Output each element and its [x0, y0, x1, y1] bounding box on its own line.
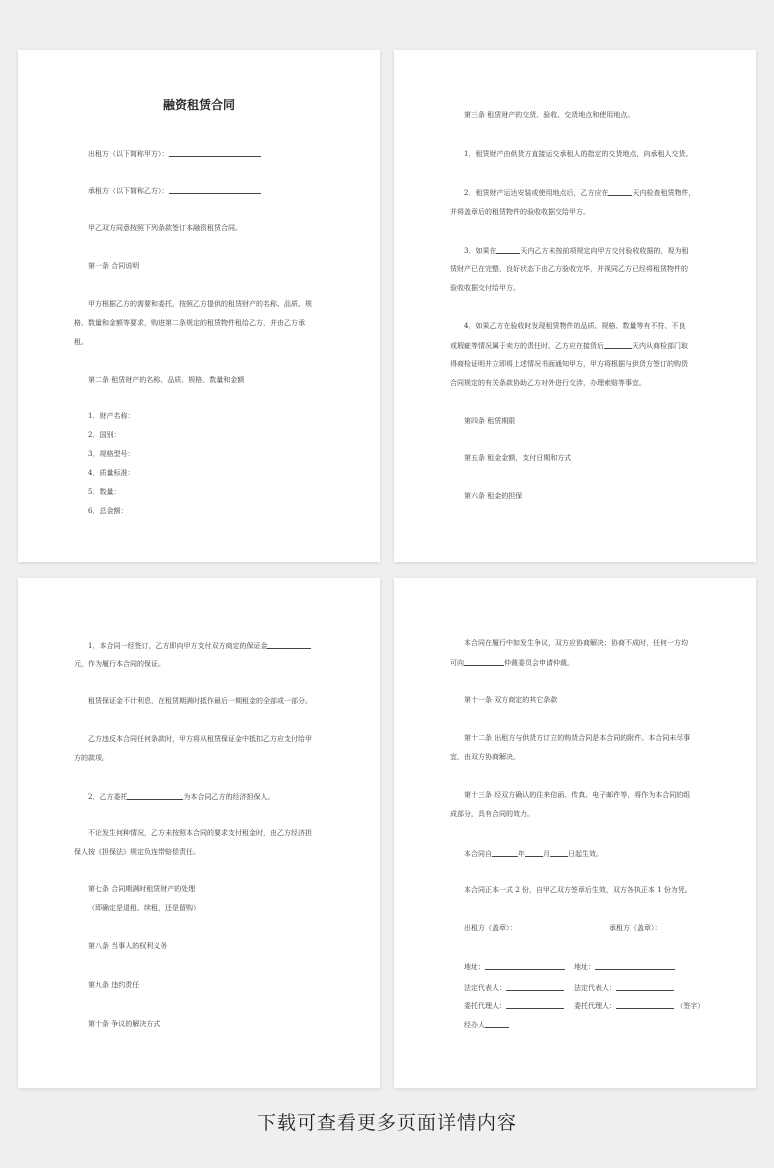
lessee-seal-label: 承租方（盖章）：: [609, 924, 662, 932]
lessee-legal-rep: 法定代表人：: [574, 982, 674, 993]
lessee-address: 地址：: [574, 961, 675, 972]
article-2-title: 第二条 租赁财产的名称、品质、规格、数量和金额: [88, 376, 245, 384]
article-3-text: 2．租赁财产运达安装或使用地点后，乙方应在 天内检查租赁物件，: [464, 189, 696, 197]
article-3-text: 3．如果在 天内乙方未按前项规定向甲方交付验收收据的，视为租: [464, 247, 689, 255]
deposit-text: 乙方违反本合同任何条款时，甲方将从租赁保证金中抵扣乙方应支付给甲: [88, 735, 312, 743]
guarantor-text: 保人按《担保法》规定负连带赔偿责任。: [74, 848, 200, 856]
article-3-text: 1．租赁财产由供货方直接运交承租人的指定的交货地点，向承租人交货。: [464, 150, 693, 158]
article-3-text: 或瑕疵等情况属于卖方的责任时，乙方应在接货后 天内从商检部门取: [450, 342, 688, 350]
article-13-text: 成部分，具有合同的效力。: [450, 810, 534, 818]
deposit-text: 租赁保证金不计利息，在租赁期满时抵作最后一期租金的全部或一部分。: [88, 697, 312, 705]
list-item: 4．质量标准：: [88, 469, 135, 477]
page-title: 融资租赁合同: [162, 98, 235, 112]
article-6-title: 第六条 租金的担保: [464, 492, 523, 500]
dispute-text: 本合同在履行中如发生争议，双方应协商解决；协商不成时，任何一方均: [464, 639, 688, 647]
article-3-title: 第三条 租赁财产的交货、验收、交货地点和使用地点。: [464, 111, 635, 119]
download-more-caption: 下载可查看更多页面详情内容: [256, 1112, 517, 1134]
article-7-note: （即确定是退租、续租，还是留购）: [88, 904, 200, 912]
lessee-line: 承租方（以下简称乙方）：: [88, 185, 261, 196]
list-item: 6．总金额：: [88, 507, 128, 515]
contract-page-1: [18, 50, 380, 562]
lessor-seal-label: 出租方（盖章）：: [464, 924, 517, 932]
contract-page-2: [394, 50, 756, 562]
guarantor-text: 不论发生何种情况，乙方未按照本合同的要求支付租金时，由乙方经济担: [88, 829, 312, 837]
lessor-address: 地址：: [464, 961, 565, 972]
deposit-text: 元，作为履行本合同的保证。: [74, 660, 165, 668]
lessor-legal-rep: 法定代表人：: [464, 982, 564, 993]
list-item: 3．规格型号：: [88, 450, 135, 458]
lessor-agent: 委托代理人：: [464, 1000, 564, 1011]
article-11-title: 第十一条 双方商定的其它条款: [464, 696, 558, 704]
article-3-text: 得商检证明并立即将上述情况书面通知甲方，甲方将根据与供货方签订的购货: [450, 360, 688, 368]
contract-page-3: [18, 578, 380, 1088]
handler-line: 经办人: [464, 1019, 509, 1030]
lessor-line: 出租方（以下简称甲方）：: [88, 148, 261, 159]
list-item: 2．国别：: [88, 431, 121, 439]
article-3-text: 4．如果乙方在验收时发现租赁物件的品质、规格、数量等有不符、不良: [464, 322, 686, 330]
article-4-title: 第四条 租赁期限: [464, 417, 516, 425]
copies-text: 本合同正本一式 2 份，自甲乙双方签章后生效，双方各执正本 1 份为凭。: [464, 886, 692, 894]
article-8-title: 第八条 当事人的权利义务: [88, 942, 168, 950]
list-item: 1．财产名称：: [88, 412, 135, 420]
lessee-agent: 委托代理人： （签字）: [574, 1002, 705, 1010]
deposit-text: 1．本合同一经签订，乙方即向甲方支付双方商定的保证金: [88, 640, 311, 651]
article-1-title: 第一条 合同说明: [88, 262, 140, 270]
article-3-text: 赁财产已在完整、良好状态下由乙方验收完毕，并视同乙方已经将租赁物件的: [450, 265, 688, 273]
dispute-text: 可向 仲裁委员会申请仲裁。: [450, 659, 574, 667]
article-7-title: 第七条 合同期满时租赁财产的处理: [88, 885, 196, 893]
article-10-title: 第十条 争议的解决方式: [88, 1020, 161, 1028]
article-9-title: 第九条 违约责任: [88, 981, 140, 989]
article-3-text: 并将盖章后的租赁物件的验收收据交给甲方。: [450, 208, 590, 216]
article-12-text: 宜，由双方协商解决。: [450, 753, 520, 761]
list-item: 5．数量：: [88, 488, 121, 496]
article-1-text: 租。: [74, 338, 88, 346]
effective-date-line: 本合同自 年 月 日起生效。: [464, 850, 603, 858]
article-1-text: 格、数量和金额等要求，购进第二条规定的租赁物件租给乙方，并由乙方承: [74, 319, 305, 327]
article-3-text: 验收收据交付给甲方。: [450, 284, 520, 292]
contract-page-4: [394, 578, 756, 1088]
article-3-text: 合同规定的有关条款协助乙方对外进行交涉，办理索赔等事宜。: [450, 379, 646, 387]
guarantor-text: 2．乙方委托 为本合同乙方的经济担保人。: [88, 793, 275, 801]
article-12-text: 第十二条 出租方与供货方订立的购货合同是本合同的附件。本合同未尽事: [464, 734, 691, 742]
intro-text: 甲乙双方同意按照下列条款签订本融资租赁合同。: [88, 224, 242, 232]
article-5-title: 第五条 租金金额，支付日期和方式: [464, 454, 572, 462]
article-13-text: 第十三条 经双方确认的往来信函、传真、电子邮件等，将作为本合同的组: [464, 791, 691, 799]
article-1-text: 甲方根据乙方的需要和委托，按照乙方提供的租赁财产的名称、品质、规: [88, 300, 312, 308]
deposit-text: 方的款项。: [74, 754, 109, 762]
